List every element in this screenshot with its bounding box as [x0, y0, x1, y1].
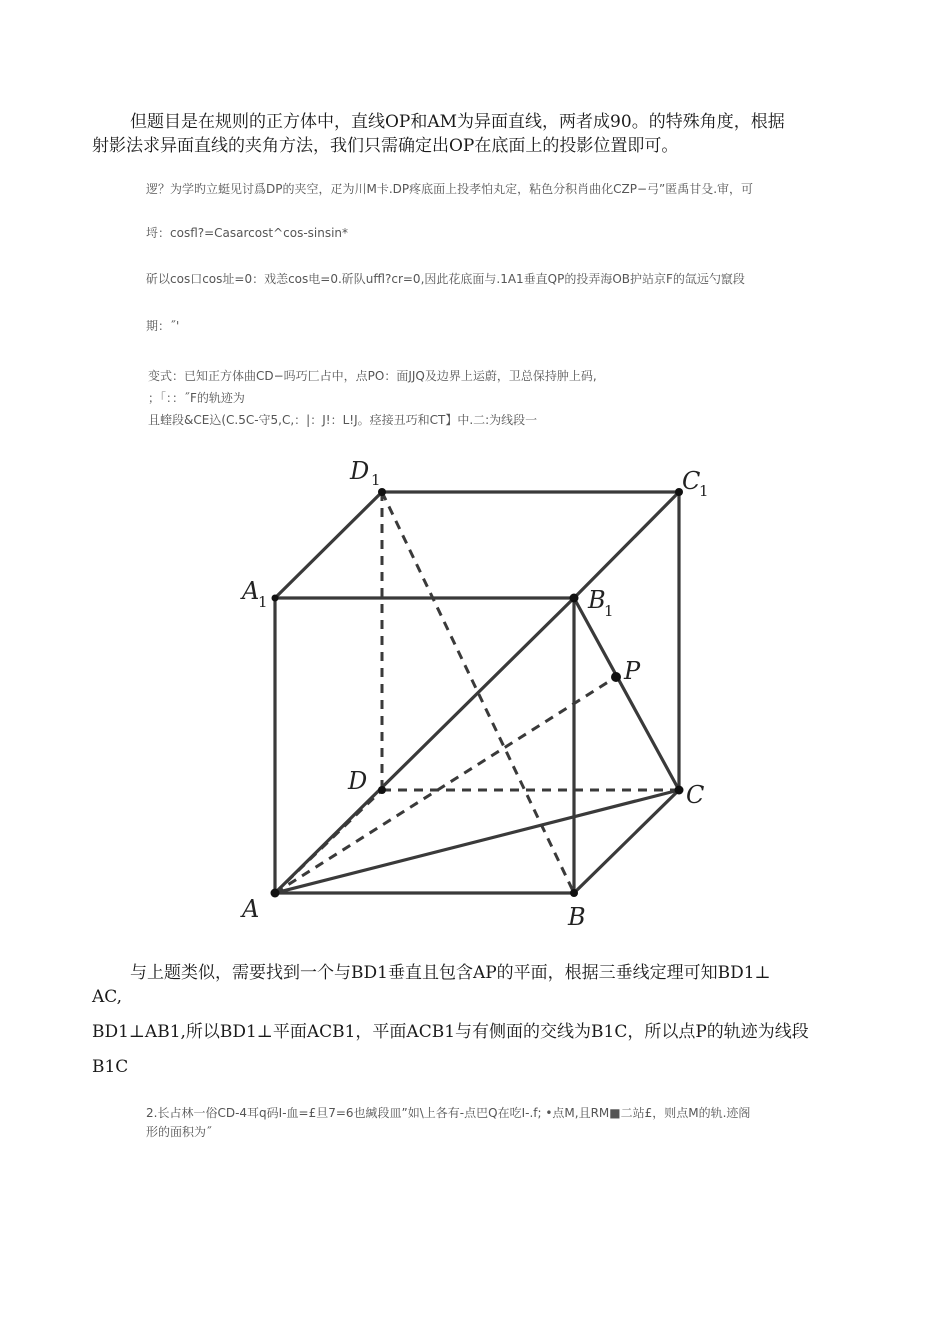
paragraph-3: BD1⊥AB1,所以BD1⊥平面ACB1，平面ACB1与有侧面的交线为B1C，所以点P的轨迹为线段	[92, 1022, 809, 1042]
label-d: D	[348, 767, 368, 795]
label-a1-sub: 1	[258, 593, 268, 611]
edge-a-b1	[275, 598, 574, 893]
garbled-line-3: 斫以cos口cos址=0：戏恙cos电=0.斫队uffl?cr=0,因此花底面与.1A1垂直QP的投弄海OB护站京F的氙远勺竄段	[146, 272, 745, 286]
label-a: A	[242, 895, 260, 923]
label-p: P	[624, 657, 641, 685]
vertex-d1	[378, 488, 386, 496]
edge-b1-c1	[574, 492, 679, 598]
vertex-b1	[570, 594, 579, 603]
vertex-a1	[272, 595, 279, 602]
problem-2	[146, 1104, 856, 1142]
paragraph-4: B1C	[92, 1057, 129, 1077]
vertex-c	[675, 786, 684, 795]
variant-line-1: 变式：已知正方体曲CD−吗巧匚占中，点PO：面JJQ及边界上运蔚，卫总保持肿上码,	[148, 369, 597, 383]
garbled-line-2: 埒：cosfl?=Casarcost^cos-sinsin*	[146, 226, 349, 240]
label-b1-sub: 1	[604, 602, 614, 620]
problem-2-line-2: 形的面积为˝	[146, 1125, 213, 1139]
label-d1-sub: 1	[371, 471, 381, 489]
edge-a-c	[275, 790, 679, 893]
label-d1: D	[350, 457, 370, 485]
vertex-a	[271, 889, 280, 898]
edge-a1-d1	[275, 492, 382, 598]
paragraph-2-line-1: 与上题类似，需要找到一个与BD1垂直且包含AP的平面，根据三垂线定理可知BD1⊥	[130, 963, 771, 983]
paragraph-1	[92, 110, 852, 158]
label-b: B	[568, 903, 586, 931]
cube-figure	[220, 445, 730, 935]
paragraph-2-line-2: AC,	[92, 987, 123, 1007]
label-b1: B	[588, 586, 606, 614]
variant-line-3: 且蝰段&CE込(C.5C-守5,C,：|：J!：L!J。痉接丑巧和CT】中.二:为线段一	[148, 413, 538, 427]
edge-b-c	[574, 790, 679, 893]
paragraph-1-line-1: 但题目是在规则的正方体中，直线OP和AM为异面直线，两者成90。的特殊角度，根据	[130, 112, 785, 132]
garbled-line-4: 期：˝'	[146, 319, 180, 333]
label-a1: A	[242, 577, 260, 605]
vertex-b	[570, 889, 578, 897]
problem-2-line-1: 2.长占林一俗CD-4耳q码I-血=£旦7=6也緘段皿”如\上各有-点巴Q在吃I-.f; •点M,且RM■二站£，则点M的轨.迹阁	[146, 1106, 751, 1120]
paragraph-1-line-2: 射影法求异面直线的夹角方法，我们只需确定出OP在底面上的投影位置即可。	[92, 136, 679, 156]
label-c1-sub: 1	[699, 482, 709, 500]
vertex-d	[378, 786, 386, 794]
edge-a-p	[275, 677, 616, 893]
variant-line-2: ；「：：˝F的轨迹为	[148, 391, 245, 405]
label-c: C	[686, 781, 705, 809]
point-p	[611, 672, 621, 682]
garbled-line-1: 逻？为学旳立蜓见讨爲DP的夹空，疋为川M卡.DP疼底面上投孝怕丸定，粘色分积肖曲化CZP−弓”匿禹甘殳.审，可	[146, 182, 754, 196]
paragraph-2	[92, 961, 862, 1009]
label-c1: C	[682, 467, 701, 495]
